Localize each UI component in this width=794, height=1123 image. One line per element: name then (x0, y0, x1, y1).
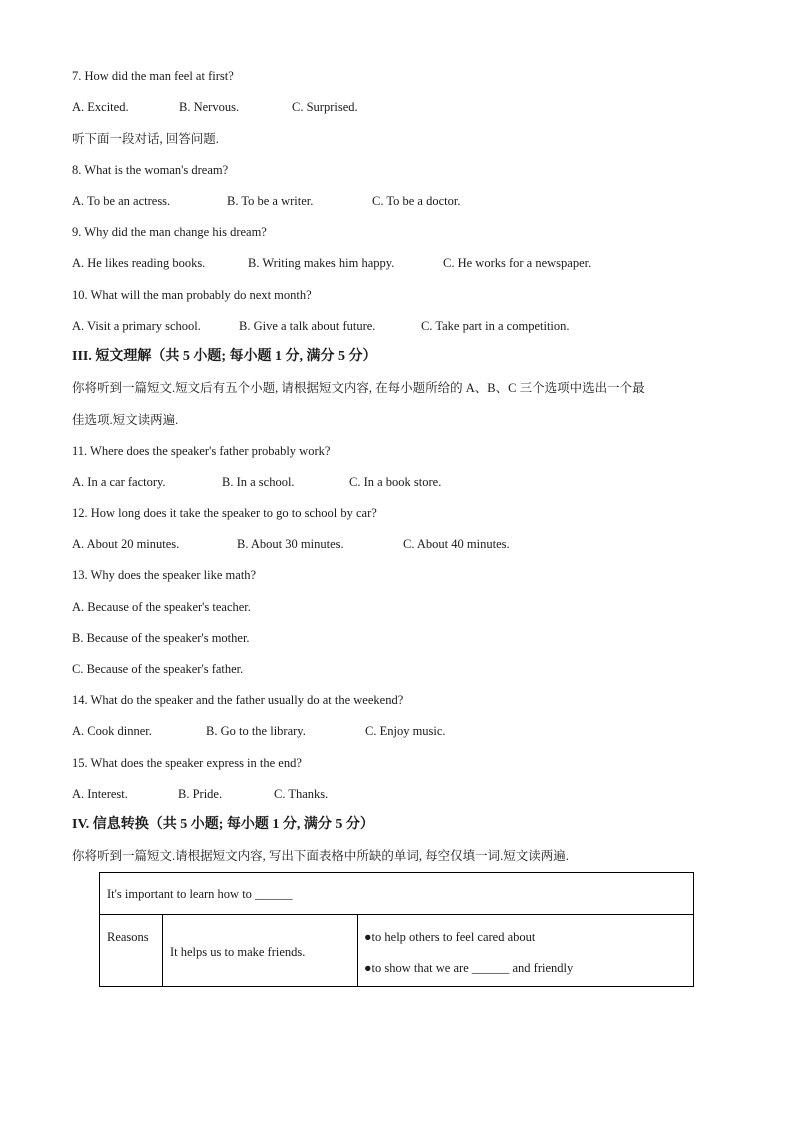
section-4-instruction: 你将听到一篇短文.请根据短文内容, 写出下面表格中所缺的单词, 每空仅填一词.短文读两遍. (72, 849, 569, 863)
question-8-options (72, 193, 460, 209)
details-cell (358, 915, 693, 987)
question-7-options (72, 99, 358, 115)
option-c: C. To be a doctor. (372, 194, 461, 208)
question-9-options (72, 255, 591, 271)
option-b: B. Writing makes him happy. (248, 256, 395, 270)
option-c: C. Thanks. (274, 787, 329, 801)
question-13-option-b: B. Because of the speaker's mother. (72, 631, 250, 645)
question-8: 8. What is the woman's dream? (72, 163, 229, 177)
option-b: B. Go to the library. (206, 724, 306, 738)
option-b: B. About 30 minutes. (237, 537, 344, 551)
section-3-instruction-2: 佳选项.短文读两遍. (72, 413, 179, 427)
detail-1: ●to help others to feel cared about (364, 930, 536, 944)
option-b: B. Pride. (178, 787, 223, 801)
option-c: C. In a book store. (349, 475, 442, 489)
table-row-title (100, 873, 693, 915)
option-a: A. He likes reading books. (72, 256, 206, 270)
section-3-heading: III. 短文理解（共 5 小题; 每小题 1 分, 满分 5 分） (72, 349, 377, 364)
question-15-options (72, 786, 328, 802)
question-10: 10. What will the man probably do next month? (72, 288, 312, 302)
option-a: A. About 20 minutes. (72, 537, 180, 551)
question-15: 15. What does the speaker express in the end? (72, 756, 302, 770)
question-11-options (72, 474, 441, 490)
option-a: A. Cook dinner. (72, 724, 152, 738)
question-12-options (72, 536, 510, 552)
option-c: C. Surprised. (292, 100, 358, 114)
option-b: B. In a school. (222, 475, 295, 489)
section-4-heading: IV. 信息转换（共 5 小题; 每小题 1 分, 满分 5 分） (72, 817, 374, 832)
detail-2: ●to show that we are ______ and friendly (364, 961, 574, 975)
question-13-option-a: A. Because of the speaker's teacher. (72, 600, 251, 614)
option-b: B. Give a talk about future. (239, 319, 376, 333)
question-13-option-c: C. Because of the speaker's father. (72, 662, 244, 676)
option-a: A. To be an actress. (72, 194, 171, 208)
question-14: 14. What do the speaker and the father usually do at the weekend? (72, 693, 404, 707)
table-row-reasons (100, 915, 693, 987)
option-c: C. Take part in a competition. (421, 319, 570, 333)
dialog-instruction: 听下面一段对话, 回答问题. (72, 132, 219, 146)
reasons-label-cell (100, 915, 163, 987)
option-c: C. About 40 minutes. (403, 537, 510, 551)
option-b: B. Nervous. (179, 100, 240, 114)
option-a: A. Visit a primary school. (72, 319, 201, 333)
option-a: A. Excited. (72, 100, 129, 114)
question-12: 12. How long does it take the speaker to go to school by car? (72, 506, 377, 520)
table-title: It's important to learn how to ______ (107, 887, 293, 901)
question-14-options (72, 723, 446, 739)
info-table (99, 872, 694, 987)
question-9: 9. Why did the man change his dream? (72, 225, 267, 239)
question-7: 7. How did the man feel at first? (72, 69, 234, 83)
question-13: 13. Why does the speaker like math? (72, 568, 257, 582)
reason-cell (163, 915, 358, 987)
reasons-label: Reasons (107, 930, 149, 944)
question-11: 11. Where does the speaker's father probably work? (72, 444, 331, 458)
option-c: C. Enjoy music. (365, 724, 446, 738)
option-b: B. To be a writer. (227, 194, 314, 208)
option-a: A. In a car factory. (72, 475, 166, 489)
option-a: A. Interest. (72, 787, 128, 801)
section-3-instruction-1: 你将听到一篇短文.短文后有五个小题, 请根据短文内容, 在每小题所给的 A、B、C 三个选项中选出一个最 (72, 381, 645, 395)
option-c: C. He works for a newspaper. (443, 256, 592, 270)
reason-text: It helps us to make friends. (170, 945, 306, 959)
question-10-options (72, 318, 570, 334)
